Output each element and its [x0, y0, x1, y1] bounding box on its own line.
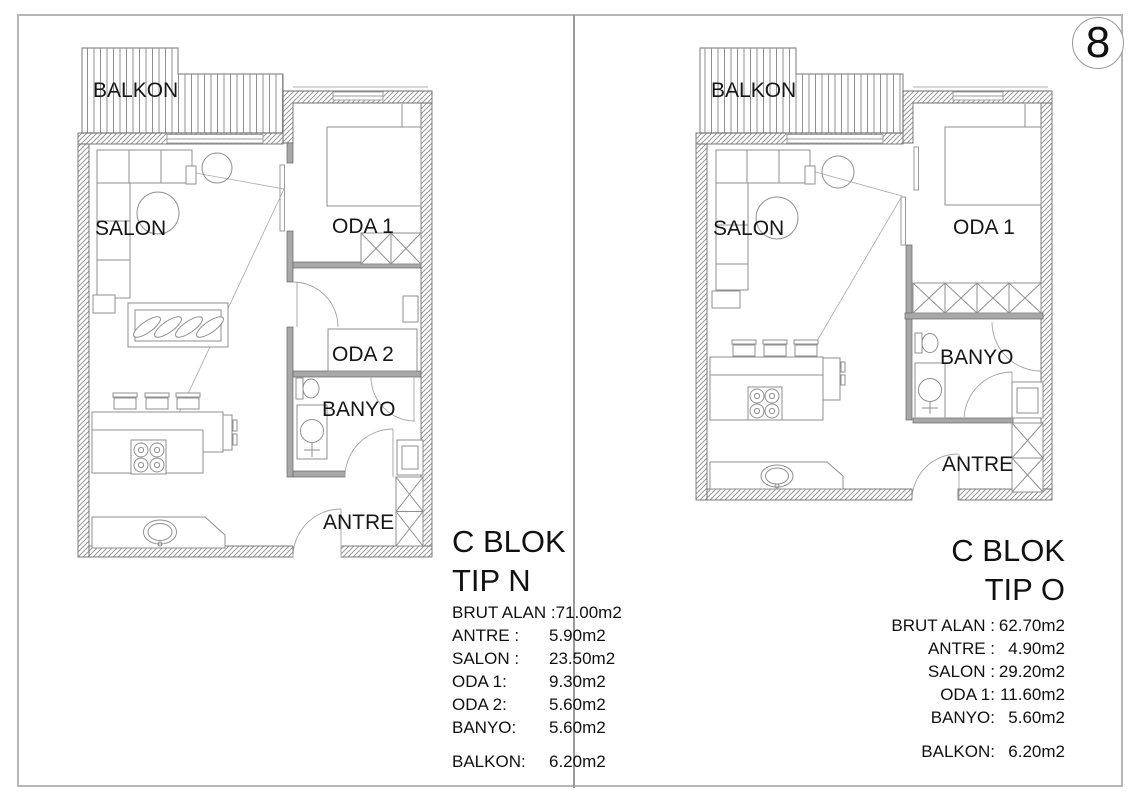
sink-counter — [92, 517, 225, 548]
plan-tip-o — [696, 48, 1052, 500]
spec-row-brut-alan — [452, 601, 622, 624]
spec-value: 6.20m2 — [549, 752, 606, 771]
spec-row-salon — [452, 647, 622, 670]
room-label-banyo: BANYO — [940, 346, 1014, 369]
room-label-antre: ANTRE — [323, 511, 395, 534]
sheet-number: 8 — [1085, 18, 1111, 67]
room-label-antre: ANTRE — [942, 453, 1014, 476]
sink-counter — [710, 462, 843, 489]
spec-value: 4.90m2 — [1008, 639, 1065, 658]
title-line-2: TIP N — [452, 563, 531, 598]
title-line-2: TIP O — [984, 572, 1065, 607]
hall-closet — [396, 440, 423, 546]
spec-row-antre — [891, 637, 1065, 660]
spec-row-oda2 — [452, 693, 622, 716]
spec-value: 23.50m2 — [549, 649, 616, 668]
washbasin — [915, 363, 945, 418]
dining-chairs — [732, 340, 818, 356]
kitchen-counter — [92, 412, 237, 474]
title-block-tip-n — [452, 522, 566, 600]
spec-value: 5.90m2 — [549, 626, 606, 645]
spec-label: BALKON: — [452, 752, 526, 771]
room-label-oda1: ODA 1 — [332, 215, 394, 238]
room-label-banyo: BANYO — [322, 398, 396, 421]
spec-label: ANTRE : — [452, 626, 520, 645]
spec-value: 9.30m2 — [549, 672, 606, 691]
spec-label: BRUT ALAN : — [452, 603, 556, 622]
spec-value: 5.60m2 — [549, 718, 606, 737]
toilet — [915, 333, 938, 353]
spec-row-brut-alan — [891, 614, 1065, 637]
sliding-door-leaf — [901, 147, 919, 245]
wardrobe — [913, 283, 1041, 313]
spec-value: 5.60m2 — [549, 695, 606, 714]
spec-value: 6.20m2 — [1008, 742, 1065, 761]
spec-row-antre — [452, 624, 622, 647]
sheet-number-badge — [1072, 17, 1124, 69]
spec-list-tip-o — [891, 614, 1065, 763]
title-line-1: C BLOK — [951, 533, 1065, 568]
spec-value: 5.60m2 — [1008, 708, 1065, 727]
title-block-tip-o — [951, 531, 1065, 609]
spec-label: BANYO: — [452, 718, 517, 737]
bed — [327, 104, 421, 206]
room-label-oda2: ODA 2 — [332, 343, 394, 366]
room-label-salon: SALON — [95, 217, 167, 240]
spec-label: SALON : — [927, 662, 995, 681]
room-label-salon: SALON — [713, 217, 785, 240]
kitchen-island — [710, 357, 845, 420]
spec-list-tip-n — [452, 601, 622, 773]
room-label-balkon: BALKON — [93, 79, 179, 102]
hall-closet — [1012, 382, 1043, 492]
room-label-balkon: BALKON — [711, 79, 797, 102]
spec-row-banyo — [452, 716, 622, 739]
bed — [945, 104, 1041, 205]
spec-value: 62.70m2 — [998, 616, 1065, 635]
spec-row-balkon — [452, 750, 622, 773]
spec-row-balkon — [891, 740, 1065, 763]
toilet — [296, 378, 319, 399]
spec-row-banyo — [891, 706, 1065, 729]
dining-chairs — [113, 393, 200, 409]
spec-label: ODA 2: — [452, 695, 507, 714]
sliding-door-leaf — [280, 165, 285, 231]
spec-row-oda1 — [452, 670, 622, 693]
spec-label: ANTRE : — [927, 639, 995, 658]
spec-label: BALKON: — [921, 742, 995, 761]
bench — [128, 303, 228, 347]
spec-label: ODA 1: — [452, 672, 507, 691]
spec-row-oda1 — [891, 683, 1065, 706]
spec-label: BANYO: — [930, 708, 995, 727]
title-line-1: C BLOK — [452, 524, 566, 559]
spec-label: SALON : — [452, 649, 520, 668]
spec-value: 29.20m2 — [998, 662, 1065, 681]
spec-value: 71.00m2 — [555, 603, 622, 622]
spec-row-salon — [891, 660, 1065, 683]
spec-label: ODA 1: — [940, 685, 995, 704]
plan-tip-n — [78, 48, 432, 557]
spec-value: 11.60m2 — [1000, 685, 1065, 704]
spec-label: BRUT ALAN : — [891, 616, 995, 635]
room-label-oda1: ODA 1 — [953, 216, 1015, 239]
